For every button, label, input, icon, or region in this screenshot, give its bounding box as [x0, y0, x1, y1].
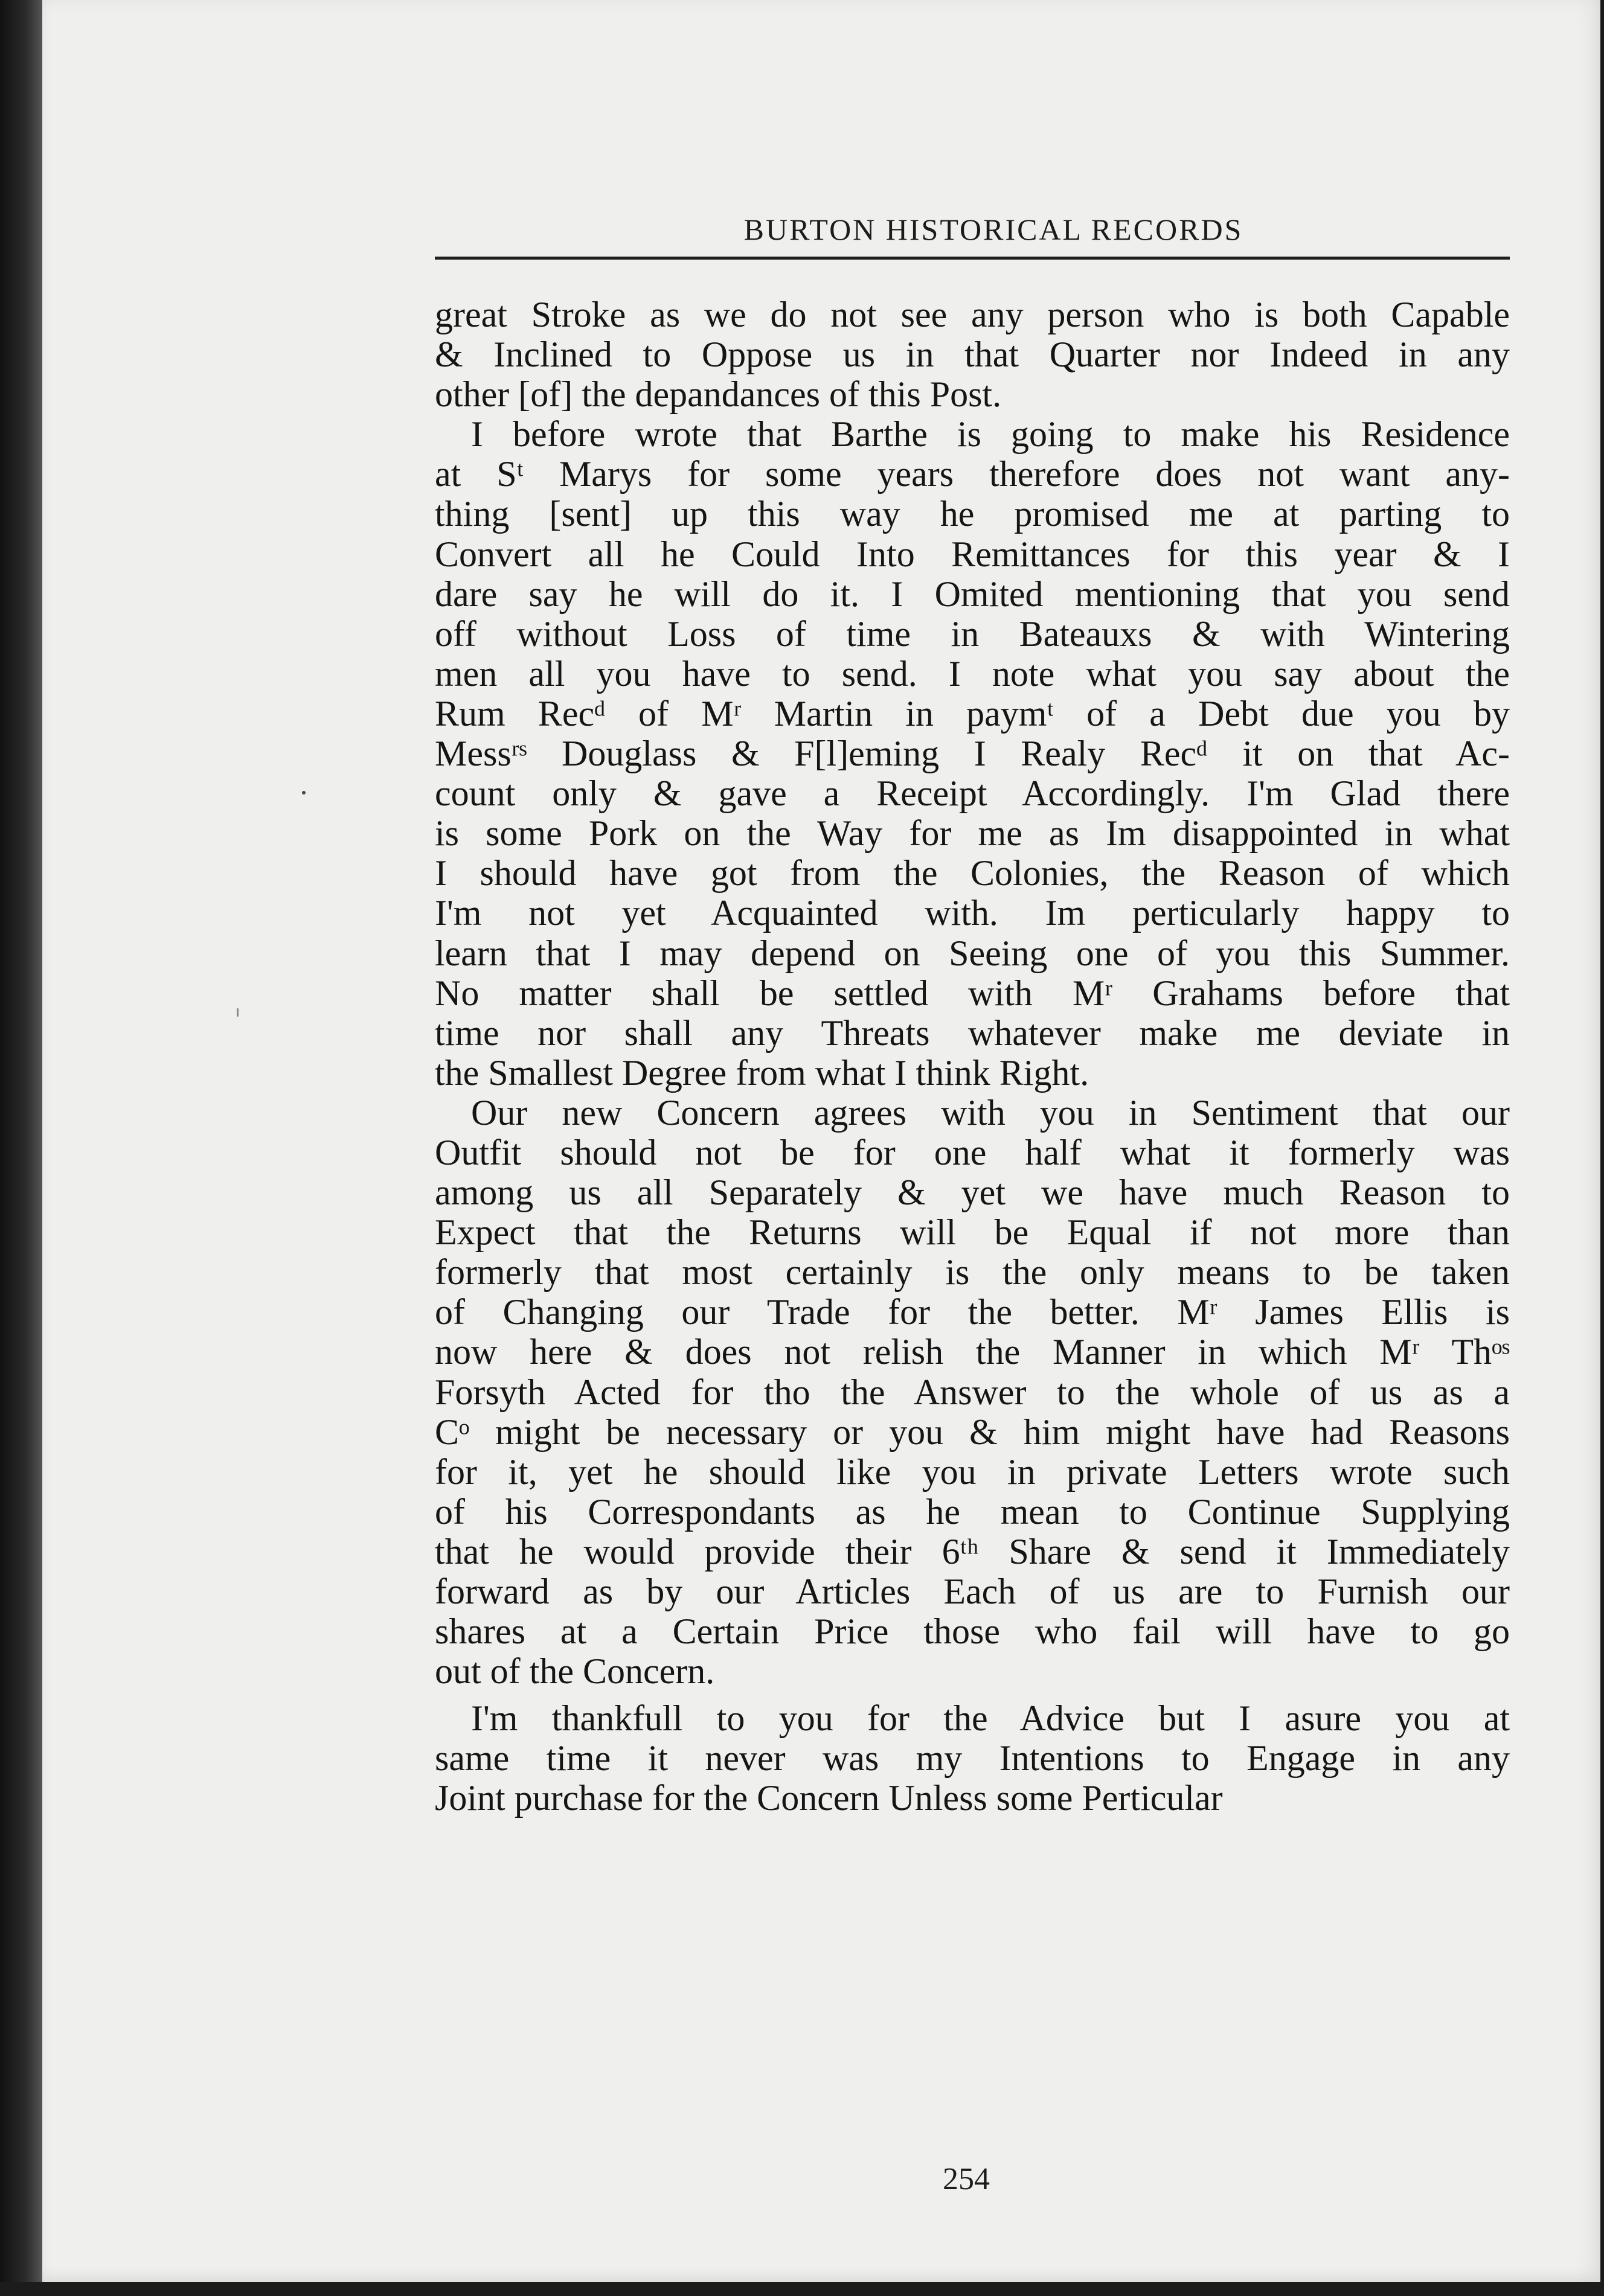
running-head: BURTON HISTORICAL RECORDS: [743, 213, 1243, 246]
text-line: dare say he will do it. I Omited mentioning that you send: [435, 574, 1510, 614]
margin-speck: [302, 791, 306, 795]
text-line: Joint purchase for the Concern Unless some Perticular: [435, 1778, 1223, 1818]
text-line: for it, yet he should like you in private Letters wrote such: [435, 1451, 1510, 1492]
text-line: I'm not yet Acquainted with. Im perticularly happy to: [435, 893, 1510, 933]
text-line: forward as by our Articles Each of us are to Furnish our: [435, 1572, 1510, 1611]
text-line: Our new Concern agrees with you in Sentiment that our: [471, 1092, 1510, 1133]
page-left-edge: [0, 0, 42, 2296]
text-line: Cᵒ might be necessary or you & him might have had Reasons: [435, 1412, 1510, 1452]
text-line: of his Correspondants as he mean to Continue Supplying: [435, 1491, 1510, 1532]
margin-speck: [237, 1008, 239, 1017]
body-text: [435, 295, 1510, 1818]
text-line: I before wrote that Barthe is going to make his Residence: [471, 414, 1510, 455]
header-rule: [435, 257, 1510, 260]
text-line: learn that I may depend on Seeing one of you this Summer.: [435, 933, 1510, 973]
text-line: I should have got from the Colonies, the Reason of which: [435, 853, 1510, 894]
page-bottom-edge: [0, 2282, 1604, 2296]
text-line: now here & does not relish the Manner in which Mʳ Thᵒˢ: [435, 1332, 1510, 1372]
text-line: Outfit should not be for one half what it formerly was: [435, 1132, 1510, 1172]
text-line: shares at a Certain Price those who fail will have to go: [435, 1611, 1510, 1652]
text-line: Convert all he Could Into Remittances for this year & I: [435, 534, 1510, 574]
text-line: is some Pork on the Way for me as Im disappointed in what: [435, 813, 1510, 854]
text-line: No matter shall be settled with Mʳ Grahams before that: [435, 973, 1510, 1013]
text-line: great Stroke as we do not see any person who is both Capable: [435, 295, 1510, 334]
text-line: same time it never was my Intentions to Engage in any: [435, 1738, 1510, 1779]
text-line: the Smallest Degree from what I think Right.: [435, 1052, 1089, 1093]
page-number: 254: [943, 2162, 990, 2196]
text-line: men all you have to send. I note what you say about the: [435, 653, 1510, 694]
text-line: count only & gave a Receipt Accordingly. I'm Glad there: [435, 773, 1510, 814]
text-line: other [of] the depandances of this Post.: [435, 374, 1002, 415]
text-line: out of the Concern.: [435, 1651, 715, 1692]
text-line: that he would provide their 6ᵗʰ Share & send it Immediately: [435, 1531, 1510, 1572]
text-line: thing [sent] up this way he promised me at parting to: [435, 494, 1510, 534]
text-line: time nor shall any Threats whatever make me deviate in: [435, 1012, 1510, 1053]
text-line: among us all Separately & yet we have much Reason to: [435, 1172, 1510, 1213]
text-line: formerly that most certainly is the only means to be taken: [435, 1252, 1510, 1293]
text-line: of Changing our Trade for the better. Mʳ James Ellis is: [435, 1292, 1510, 1332]
text-line: Forsyth Acted for tho the Answer to the whole of us as a: [435, 1372, 1510, 1412]
text-line: Rum Recᵈ of Mʳ Martin in paymᵗ of a Debt due you by: [435, 693, 1510, 734]
paragraph-gap: [435, 1691, 1510, 1698]
text-line: Messʳˢ Douglass & F[l]eming I Realy Recᵈ it on that Ac-: [435, 734, 1510, 774]
text-line: at Sᵗ Marys for some years therefore does not want any-: [435, 454, 1510, 494]
text-line: Expect that the Returns will be Equal if not more than: [435, 1212, 1510, 1253]
text-line: I'm thankfull to you for the Advice but I asure you at: [471, 1698, 1510, 1739]
text-line: off without Loss of time in Bateauxs & with Wintering: [435, 613, 1510, 654]
book-page: [42, 0, 1600, 2282]
text-line: & Inclined to Oppose us in that Quarter nor Indeed in any: [435, 334, 1510, 375]
